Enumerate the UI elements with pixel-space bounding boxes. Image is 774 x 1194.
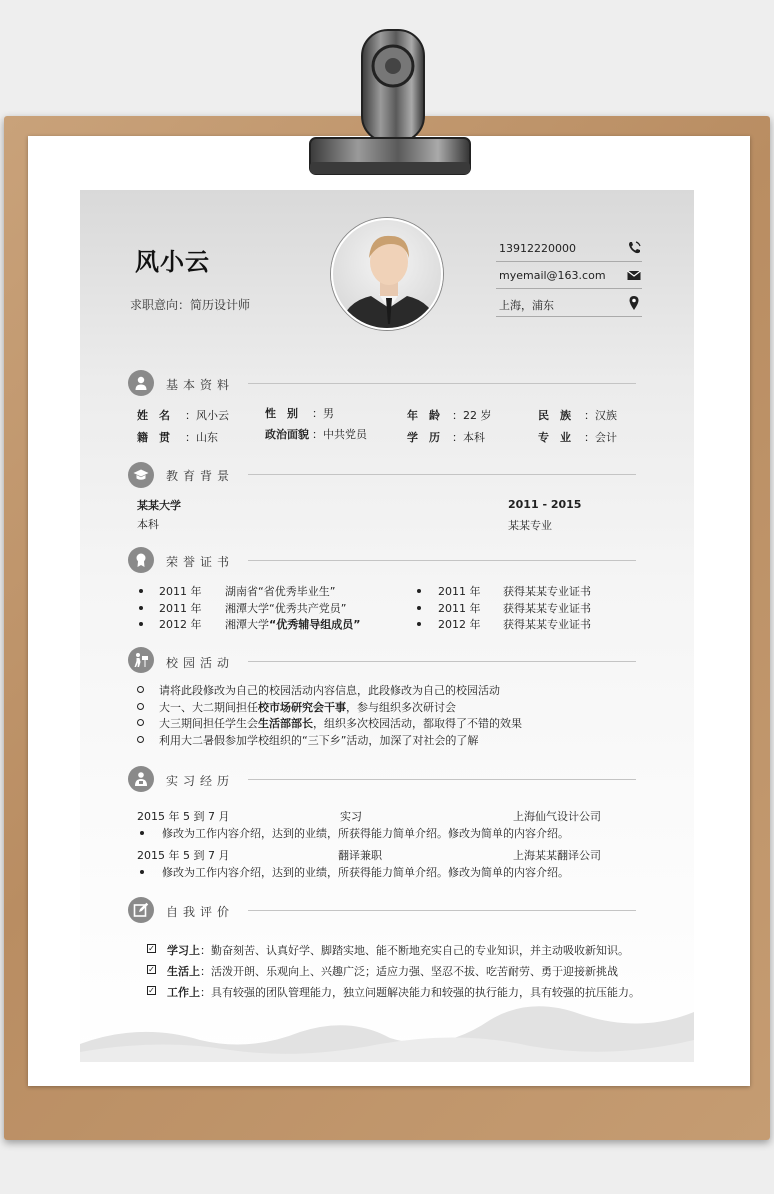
person-icon bbox=[128, 370, 154, 396]
field-label: 政治面貌 bbox=[265, 428, 309, 441]
bullet bbox=[137, 736, 144, 743]
honor-year: 2012 年 bbox=[159, 618, 202, 631]
section-title-campus: 校园活动 bbox=[166, 656, 235, 670]
campus-item: 利用大二暑假参加学校组织的“三下乡”活动，加深了对社会的了解 bbox=[159, 734, 479, 747]
job-company: 上海仙气设计公司 bbox=[513, 810, 601, 823]
job-intent: 求职意向：简历设计师 bbox=[130, 298, 251, 312]
checkbox-icon: ✓ bbox=[148, 965, 155, 974]
self-item: 生活上：活泼开朗、乐观向上、兴趣广泛；适应力强、坚忍不拔、吃苦耐劳、勇于迎接新挑战 bbox=[167, 965, 618, 978]
honor-text: 获得某某专业证书 bbox=[503, 585, 591, 598]
self-item: 学习上：勤奋刻苦、认真好学、脚踏实地、能不断地充实自己的专业知识，并主动吸收新知识。 bbox=[167, 944, 629, 957]
section-divider bbox=[248, 910, 636, 911]
bullet bbox=[417, 606, 421, 610]
honor-text: 湘潭大学“优秀共产党员” bbox=[225, 602, 347, 615]
field-value: ：中共党员 bbox=[312, 428, 367, 441]
bullet bbox=[137, 719, 144, 726]
contact-email: myemail@163.com bbox=[496, 265, 642, 289]
section-title-self: 自我评价 bbox=[166, 905, 235, 919]
job-desc: 修改为工作内容介绍，达到的业绩，所获得能力简单介绍。修改为简单的内容介绍。 bbox=[162, 827, 569, 840]
job-company: 上海某某翻译公司 bbox=[513, 849, 601, 862]
activity-icon bbox=[128, 647, 154, 673]
bullet bbox=[139, 589, 143, 593]
field-value: ：会计 bbox=[584, 431, 617, 444]
bullet bbox=[140, 831, 144, 835]
edit-icon bbox=[128, 897, 154, 923]
job-date: 2015 年 5 到 7 月 bbox=[137, 849, 230, 862]
bullet bbox=[139, 622, 143, 626]
checkbox-icon: ✓ bbox=[148, 986, 155, 995]
field-value: ：风小云 bbox=[185, 409, 229, 422]
honor-text: 湖南省“省优秀毕业生” bbox=[225, 585, 336, 598]
school-name: 某某大学 bbox=[137, 499, 181, 512]
honor-year: 2011 年 bbox=[159, 602, 202, 615]
bullet bbox=[139, 606, 143, 610]
section-divider bbox=[248, 474, 636, 475]
bullet bbox=[417, 622, 421, 626]
campus-item: 大三期间担任学生会生活部部长，组织多次校园活动，都取得了不错的效果 bbox=[159, 717, 522, 730]
section-divider bbox=[248, 383, 636, 384]
major: 某某专业 bbox=[508, 519, 552, 532]
job-role: 实习 bbox=[340, 810, 362, 823]
field-value: ：男 bbox=[312, 407, 334, 420]
field-value: ：汉族 bbox=[584, 409, 617, 422]
honor-text: 获得某某专业证书 bbox=[503, 602, 591, 615]
degree: 本科 bbox=[137, 518, 159, 531]
job-date: 2015 年 5 到 7 月 bbox=[137, 810, 230, 823]
map-pin-icon bbox=[626, 295, 642, 311]
section-title-education: 教育背景 bbox=[166, 469, 235, 483]
field-label: 性 别 bbox=[265, 407, 298, 420]
field-label: 籍 贯 bbox=[137, 431, 170, 444]
candidate-name: 风小云 bbox=[135, 248, 210, 276]
honor-year: 2011 年 bbox=[159, 585, 202, 598]
field-value: ：22 岁 bbox=[452, 409, 492, 422]
field-label: 姓 名 bbox=[137, 409, 170, 422]
campus-item: 大一、大二期间担任校市场研究会干事，参与组织多次研讨会 bbox=[159, 701, 456, 714]
honor-text: 湘潭大学“优秀辅导组成员” bbox=[225, 618, 361, 631]
field-label: 年 龄 bbox=[407, 409, 440, 422]
section-title-internship: 实习经历 bbox=[166, 774, 235, 788]
job-role: 翻译兼职 bbox=[338, 849, 382, 862]
contact-phone: 13912220000 bbox=[496, 238, 642, 262]
bullet bbox=[140, 870, 144, 874]
section-title-basic: 基本资料 bbox=[166, 378, 235, 392]
self-item: 工作上：具有较强的团队管理能力，独立问题解决能力和较强的执行能力，具有较强的抗压能力。 bbox=[167, 986, 640, 999]
binder-clip-icon bbox=[300, 22, 480, 182]
section-divider bbox=[248, 560, 636, 561]
section-divider bbox=[248, 661, 636, 662]
avatar bbox=[331, 218, 443, 330]
section-divider bbox=[248, 779, 636, 780]
worker-icon bbox=[128, 766, 154, 792]
job-desc: 修改为工作内容介绍，达到的业绩，所获得能力简单介绍。修改为简单的内容介绍。 bbox=[162, 866, 569, 879]
field-label: 民 族 bbox=[538, 409, 571, 422]
honor-year: 2011 年 bbox=[438, 585, 481, 598]
bullet bbox=[137, 686, 144, 693]
field-value: ：山东 bbox=[185, 431, 218, 444]
bullet bbox=[417, 589, 421, 593]
medal-icon bbox=[128, 547, 154, 573]
honor-year: 2012 年 bbox=[438, 618, 481, 631]
contact-address: 上海，浦东 bbox=[496, 293, 642, 317]
honor-text: 获得某某专业证书 bbox=[503, 618, 591, 631]
honor-year: 2011 年 bbox=[438, 602, 481, 615]
phone-icon bbox=[626, 240, 642, 256]
graduation-cap-icon bbox=[128, 462, 154, 488]
section-title-honors: 荣誉证书 bbox=[166, 555, 235, 569]
checkbox-icon: ✓ bbox=[148, 944, 155, 953]
field-label: 专 业 bbox=[538, 431, 571, 444]
field-value: ：本科 bbox=[452, 431, 485, 444]
envelope-icon bbox=[626, 267, 642, 283]
campus-item: 请将此段修改为自己的校园活动内容信息，此段修改为自己的校园活动 bbox=[159, 684, 500, 697]
edu-period: 2011 - 2015 bbox=[508, 498, 582, 511]
bullet bbox=[137, 703, 144, 710]
field-label: 学 历 bbox=[407, 431, 440, 444]
